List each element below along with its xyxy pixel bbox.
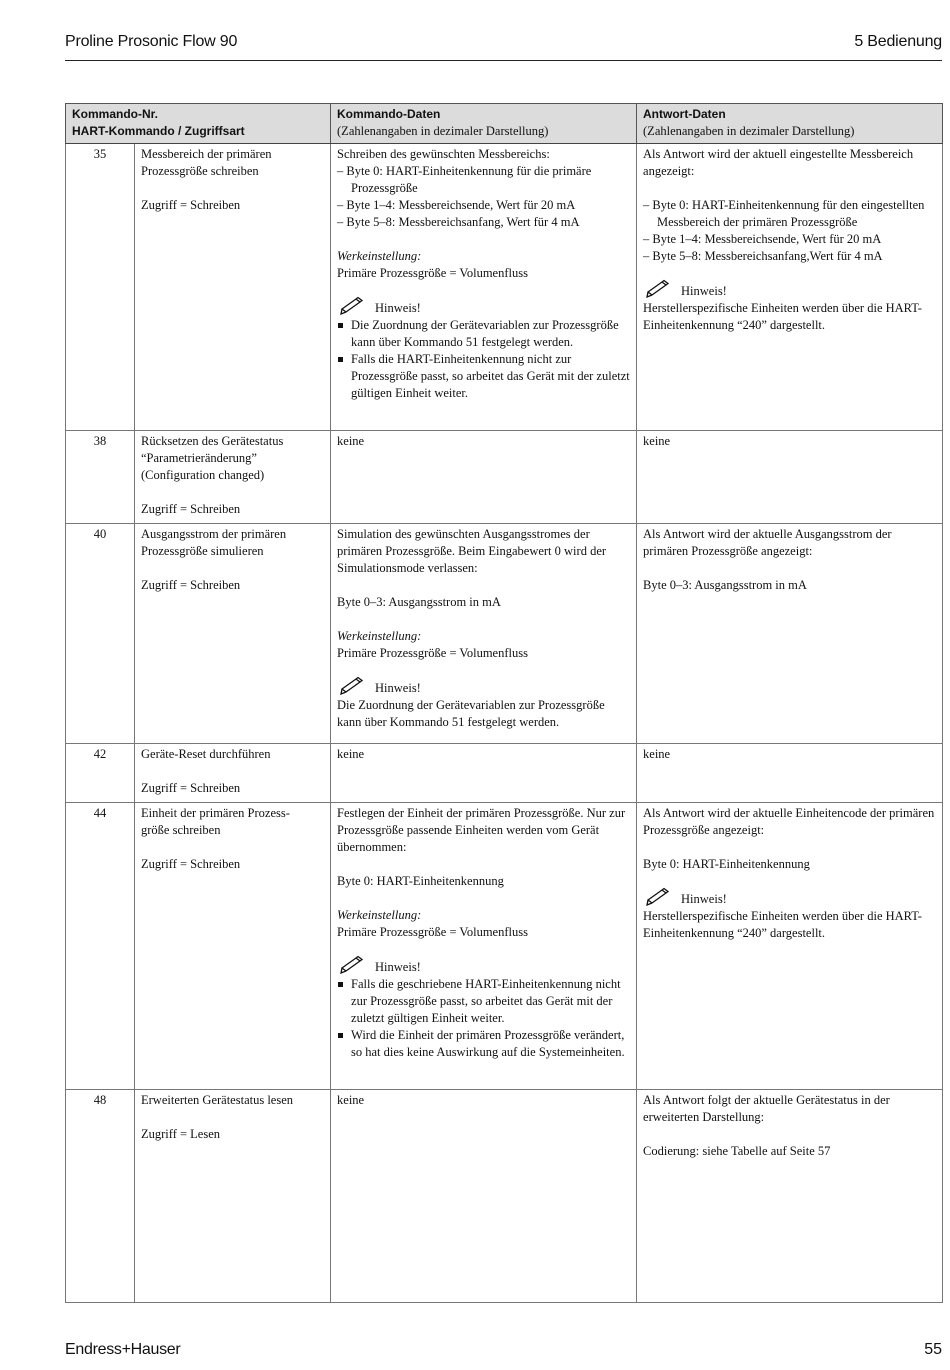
table-row xyxy=(66,524,943,744)
footer-brand: Endress+Hauser xyxy=(65,1341,181,1358)
note-label: Hinweis! xyxy=(643,283,936,300)
command-number: 35 xyxy=(66,144,135,431)
command-data: keine xyxy=(331,1090,637,1303)
factory-setting-label: Werkeinstellung: xyxy=(337,249,422,263)
command-description: Einheit der primären Prozess- größe schreiben Zugriff = Schreiben xyxy=(135,803,331,1090)
command-description: Ausgangsstrom der primären Prozessgröße simulieren Zugriff = Schreiben xyxy=(135,524,331,744)
command-number: 40 xyxy=(66,524,135,744)
note-label: Hinweis! xyxy=(643,891,936,908)
command-data: Festlegen der Einheit der primären Prozessgröße. Nur zur Prozessgröße passende Einheiten werden vom Gerät übernommen: Byte 0: HART-Einheitenkennung Werkeinstellung: Primäre Prozessgröße = Volumenfluss Hinweis! Falls die geschriebene HART-Einheitenkennung nicht zur Prozessgröße passt, so arbeitet das Gerät mit der zuletzt gültigen Einheit weiter. Wird die Einheit der primären Prozessgröße verändert, so hat dies keine Auswirkung auf die Systemeinheiten. xyxy=(331,803,637,1090)
table-row xyxy=(66,144,943,431)
response-data: Als Antwort wird der aktuelle Ausgangsstrom der primären Prozessgröße angezeigt: Byte 0–3: Ausgangsstrom in mA xyxy=(637,524,943,744)
command-number: 42 xyxy=(66,744,135,803)
access-type: Zugriff = Lesen xyxy=(141,1127,221,1141)
command-description: Geräte-Reset durchführen Zugriff = Schreiben xyxy=(135,744,331,803)
factory-setting-label: Werkeinstellung: xyxy=(337,908,422,922)
hart-command-table xyxy=(65,103,943,1303)
command-data: Schreiben des gewünschten Messbereichs: – Byte 0: HART-Einheitenkennung für die primäre Prozessgröße – Byte 1–4: Messbereichsende, Wert für 20 mA – Byte 5–8: Messbereichsanfang, Wert für 4 mA Werkeinstellung: Primäre Prozessgröße = Volumenfluss Hinweis! Die Zuordnung der Gerätevariablen zur Prozessgröße kann über Kommando 51 festgelegt werden. Falls die HART-Einheitenkennung nicht zur Prozessgröße passt, so arbeitet das Gerät mit der zuletzt gültigen Einheit weiter. xyxy=(331,144,637,431)
note-label: Hinweis! xyxy=(337,300,630,317)
access-type: Zugriff = Schreiben xyxy=(141,857,241,871)
command-description: Erweiterten Gerätestatus lesen Zugriff = Lesen xyxy=(135,1090,331,1303)
response-data: keine xyxy=(637,431,943,524)
running-header-section: 5 Bedienung xyxy=(854,33,942,50)
access-type: Zugriff = Schreiben xyxy=(141,578,241,592)
command-description: Messbereich der primären Prozessgröße schreiben Zugriff = Schreiben xyxy=(135,144,331,431)
table-row xyxy=(66,803,943,1090)
access-type: Zugriff = Schreiben xyxy=(141,502,241,516)
table-header-row xyxy=(66,104,943,144)
factory-setting-label: Werkeinstellung: xyxy=(337,629,422,643)
response-data: keine xyxy=(637,744,943,803)
pencil-note-icon xyxy=(339,954,365,974)
command-number: 38 xyxy=(66,431,135,524)
note-label: Hinweis! xyxy=(337,680,630,697)
table-row xyxy=(66,1090,943,1303)
command-number: 48 xyxy=(66,1090,135,1303)
pencil-note-icon xyxy=(339,295,365,315)
access-type: Zugriff = Schreiben xyxy=(141,781,241,795)
pencil-note-icon xyxy=(645,886,671,906)
header-rule xyxy=(65,60,942,61)
header-response-data: Antwort-Daten (Zahlenangaben in dezimaler Darstellung) xyxy=(637,104,943,144)
command-description: Rücksetzen des Gerätestatus “Parametrieränderung” (Configuration changed) Zugriff = Schreiben xyxy=(135,431,331,524)
header-command-no: Kommando-Nr. HART-Kommando / Zugriffsart xyxy=(66,104,331,144)
running-header-title: Proline Prosonic Flow 90 xyxy=(65,33,238,50)
note-label: Hinweis! xyxy=(337,959,630,976)
access-type: Zugriff = Schreiben xyxy=(141,198,241,212)
pencil-note-icon xyxy=(339,675,365,695)
header-command-data: Kommando-Daten (Zahlenangaben in dezimaler Darstellung) xyxy=(331,104,637,144)
command-data: Simulation des gewünschten Ausgangsstromes der primären Prozessgröße. Beim Eingabewert 0 wird der Simulationsmode verlassen: Byte 0–3: Ausgangsstrom in mA Werkeinstellung: Primäre Prozessgröße = Volumenfluss Hinweis! Die Zuordnung der Gerätevariablen zur Prozessgröße kann über Kommando 51 festgelegt werden. xyxy=(331,524,637,744)
response-data: Als Antwort wird der aktuelle Einheitencode der primären Prozessgröße angezeigt: Byte 0: HART-Einheitenkennung Hinweis! Herstellerspezifische Einheiten werden über die HART-Einheitenkennung “240” dargestellt. xyxy=(637,803,943,1090)
command-data: keine xyxy=(331,744,637,803)
response-data: Als Antwort wird der aktuell eingestellte Messbereich angezeigt: – Byte 0: HART-Einheitenkennung für den eingestellten Messbereich der primären Prozessgröße – Byte 1–4: Messbereichsende, Wert für 20 mA – Byte 5–8: Messbereichsanfang,Wert für 4 mA Hinweis! Herstellerspezifische Einheiten werden über die HART-Einheitenkennung “240” dargestellt. xyxy=(637,144,943,431)
response-data: Als Antwort folgt der aktuelle Gerätestatus in der erweiterten Darstellung: Codierung: siehe Tabelle auf Seite 57 xyxy=(637,1090,943,1303)
page-number: 55 xyxy=(924,1341,942,1358)
command-number: 44 xyxy=(66,803,135,1090)
table-row xyxy=(66,431,943,524)
table-row xyxy=(66,744,943,803)
command-data: keine xyxy=(331,431,637,524)
pencil-note-icon xyxy=(645,278,671,298)
